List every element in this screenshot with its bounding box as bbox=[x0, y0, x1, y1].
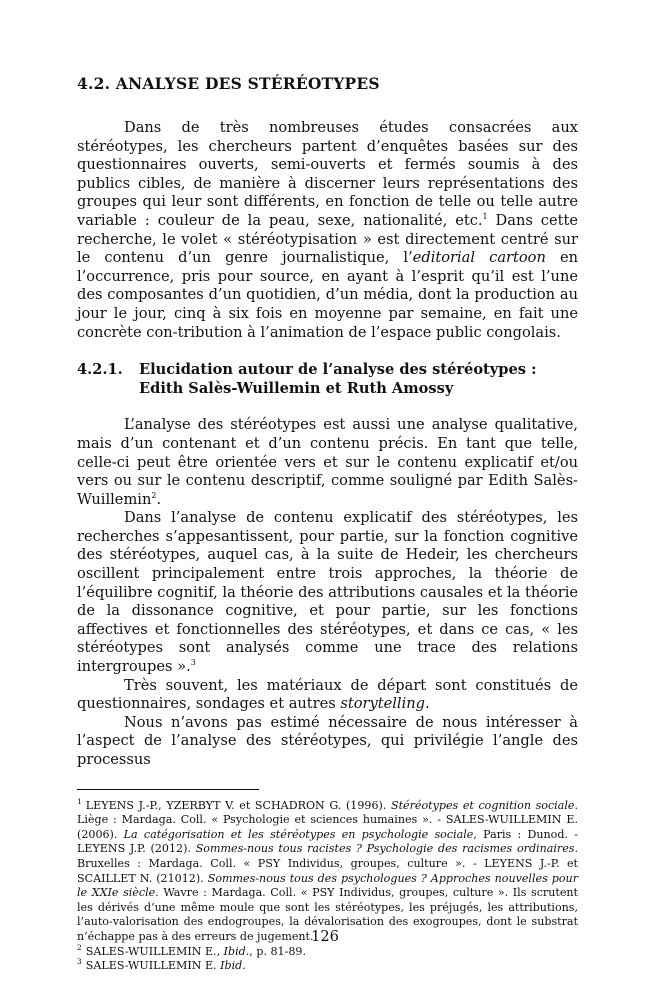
paragraph-4: Très souvent, les matériaux de départ sont constitués de questionnaires, sondages et autres storytelling. bbox=[77, 676, 578, 713]
footnote-ref-1: 1 bbox=[482, 212, 488, 222]
footnote-divider bbox=[77, 789, 259, 790]
emphasis-editorial-cartoon: editorial cartoon bbox=[412, 249, 546, 267]
section-title: 4.2. ANALYSE DES STÉRÉOTYPES bbox=[77, 74, 380, 93]
footnote-3: $^3$ SALES-WUILLEMIN E. Ibid. bbox=[77, 957, 246, 973]
page-number: 126 bbox=[311, 928, 339, 945]
emphasis-storytelling: storytelling bbox=[340, 695, 426, 713]
paragraph-5: Nous n’avons pas estimé nécessaire de nous intéresser à l’aspect de l’analyse des stéréotypes, qui privilégie l’angle des processus bbox=[77, 713, 578, 768]
document-page bbox=[77, 62, 578, 974]
footnote-ref-2: 2 bbox=[151, 490, 157, 500]
paragraph-3: Dans l’analyse de contenu explicatif des stéréotypes, les recherches s’appesantissent, pour partie, sur la fonction cognitive des stéréotypes, auquel cas, à la suite de Hedeir, les chercheurs oscillent principalement entre trois approches, la théorie de l’équilibre cognitif, la théorie des attributions causales et la théorie de la dissonance cognitive, et pour partie, sur les fonctions affectives et fonctionnelles des stéréotypes, et dans ce cas, « les stéréotypes sont analysés comme une trace des relations intergroupes ».$^3$ bbox=[77, 509, 578, 676]
paragraph-1: Dans de très nombreuses études consacrées aux stéréotypes, les chercheurs partent d’enquêtes basées sur des questionnaires ouverts, semi-ouverts et fermés soumis à des publics cibles, de manière à discerner leurs représentations des groupes qui leur sont différents, en fonction de telle ou telle autre variable : couleur de la peau, sexe, nationalité, etc.$^1$ Dans cette recherche, le volet « stéréotypisation » est directement centré sur le contenu d’un genre journalistique, l’editorial cartoon en l’occurrence, pris pour source, en ayant à l’esprit qu’il est l’une des composantes d’un quotidien, d’un média, dont la production au jour le jour, cinq à six fois en moyenne par semaine, en fait une concrète con-tribution à l’animation de l’espace public congolais. bbox=[77, 119, 578, 341]
body-text bbox=[77, 119, 578, 342]
subsection-number: 4.2.1. bbox=[77, 361, 123, 379]
footnote-ref-3: 3 bbox=[190, 658, 196, 668]
footnotes bbox=[77, 796, 579, 974]
subsection-title: Elucidation autour de l’analyse des stéréotypes : Edith Salès-Wuillemin et Ruth Amossy bbox=[139, 361, 537, 397]
body-text-2 bbox=[77, 416, 578, 769]
footnote-1: $^1$ LEYENS J.-P., YZERBYT V. et SCHADRON G. (1996). Stéréotypes et cognition sociale. Liège : Mardaga. Coll. « Psychologie et sciences humaines ». - SALES-WUILLEMIN E. (2006). La catégorisation et les stéréotypes en psychologie sociale, Paris : Dunod. - LEYENS J.P. (2012). Sommes-nous tous racistes ? Psychologie des racismes ordinaires. Bruxelles : Mardaga. Coll. « PSY Individus, groupes, culture ». - LEYENS J.-P. et SCAILLET N. (21012). Sommes-nous tous des psychologues ? Approches nouvelles pour le XXIe siècle. Wavre : Mardaga. Coll. « PSY Individus, groupes, culture ». Ils scrutent les dérivés d’une même moule que sont les stéréotypes, les préjugés, les attributions, l’auto-valorisation des endogroupes, la dévalorisation des exogroupes, dont le substrat n’échappe pas à des erreurs de jugement. bbox=[77, 796, 579, 943]
paragraph-2: L’analyse des stéréotypes est aussi une analyse qualitative, mais d’un contenant et d’un contenu précis. En tant que telle, celle-ci peut être orientée vers et sur le contenu explicatif et/ou vers ou sur le contenu descriptif, comme souligné par Edith Salès-Wuillemin$^2$. bbox=[77, 416, 578, 508]
subsection-heading bbox=[77, 361, 578, 398]
footnote-2: $^2$ SALES-WUILLEMIN E., Ibid., p. 81-89. bbox=[77, 942, 307, 958]
